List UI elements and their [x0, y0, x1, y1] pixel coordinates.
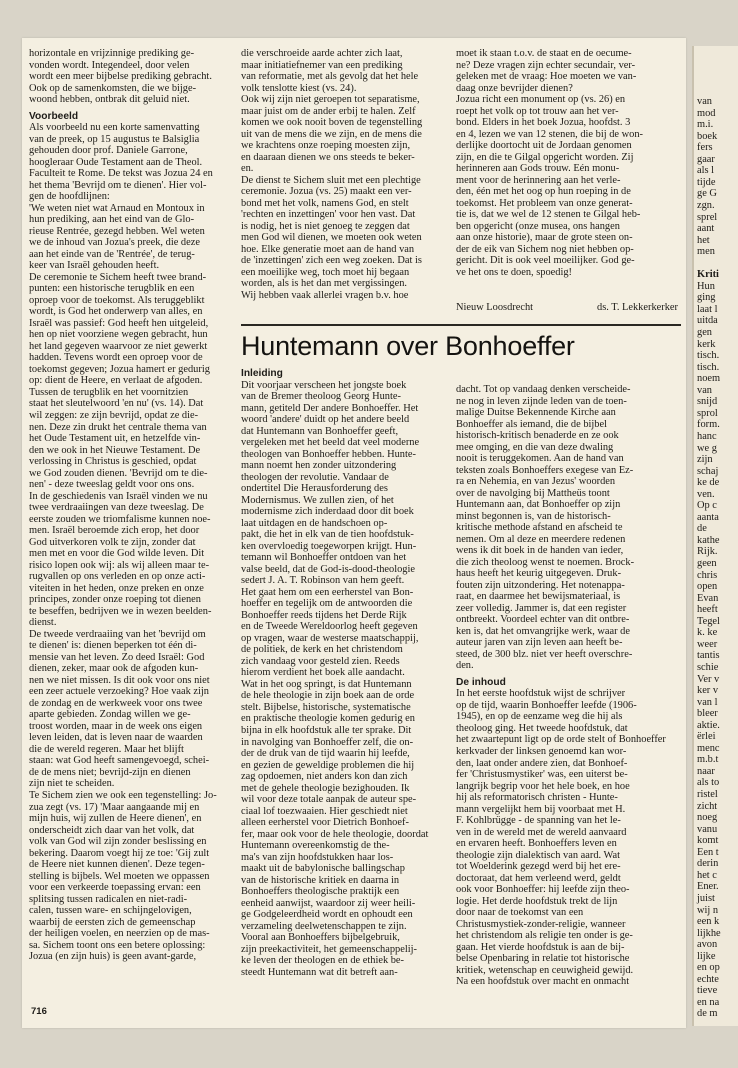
adjacent-page-fragment: men: [697, 246, 715, 258]
adjacent-page-fragment: Ener.: [697, 881, 719, 893]
column-3: [456, 48, 678, 278]
section-heading-inhoud: De inhoud: [456, 676, 506, 688]
adjacent-page-fragment: van l: [697, 696, 718, 708]
adjacent-page-fragment: Kriti: [697, 269, 719, 281]
adjacent-page-fragment: ven.: [697, 488, 715, 500]
adjacent-page-fragment: Ver v: [697, 673, 720, 685]
adjacent-page-fragment: laat l: [697, 303, 718, 315]
adjacent-page-fragment: Op c: [697, 500, 717, 512]
adjacent-page-fragment: noem: [697, 373, 721, 385]
adjacent-page-fragment: kathe: [697, 534, 720, 546]
adjacent-page-fragment: uitda: [697, 315, 718, 327]
page-number: 716: [31, 1006, 47, 1017]
adjacent-page-fragment: aktie.: [697, 719, 720, 731]
article-text-intro: horizontale en vrijzinnige prediking ge- vonden wordt. Integendeel, door velen wordt een meer bijbelse prediking gebracht. Ook op de samenkomsten, die we bijge- woond hebben, ontbrak dit geluid niet.: [29, 48, 212, 106]
adjacent-page-fragment: tisch.: [697, 350, 720, 362]
adjacent-page-fragment: de: [697, 523, 707, 535]
article2-column-left: [241, 368, 447, 978]
adjacent-page-fragment: als l: [697, 165, 715, 177]
adjacent-page-fragment: aanta: [697, 511, 719, 523]
adjacent-page-fragment: sprol: [697, 407, 718, 419]
adjacent-page-fragment: ke de: [697, 477, 720, 489]
adjacent-page-fragment: we g: [697, 442, 717, 454]
article-text-end: moet ik staan t.o.v. de staat en de oecume- ne? Deze vragen zijn echter secundair, ver- geleken met de vraag: Hoe moeten we van- daag onze bevrijder dienen? Jozua richt een monument op (vs. 26) en roept het volk op tot trouw aan het ver- bond. Elders in het boek Jozua, hoofdst. 3 en 4, lezen we van 12 stenen, die bij de won- derlijke doortocht uit de Jordaan genomen zijn, en die te Gilgal opgericht worden. Zij herinneren aan Gods trouw. Eén monu- ment voor de herinnering aan het verle- den, één met het oog op hun roeping in de toekomst. Het probleem van onze generat- tie is, dat we wel de 12 stenen te Gilgal heb- ben opgericht (onze musea, ons hangen aan onze historie), maar de grote steen on- der de eik van Sichem nog niet hebben op- gericht. Dit is ook veel moeilijker. God ge- ve het ons te doen, spoedig!: [456, 48, 643, 278]
adjacent-page-edge: [692, 46, 738, 1026]
adjacent-page-fragment: zgn.: [697, 199, 715, 211]
adjacent-page-fragment: derin: [697, 858, 719, 870]
adjacent-page-fragment: Hun: [697, 280, 715, 292]
adjacent-page-fragment: snijd: [697, 396, 718, 408]
adjacent-page-fragment: open: [697, 581, 718, 593]
article2-text-left: Dit voorjaar verscheen het jongste boek van de Bremer theoloog Georg Hunte- mann, getiteld Der andere Bonhoeffer. Het woord 'andere' duidt op het andere beeld dat Huntemann van Bonhoeffer geeft, vergeleken met het beeld dat veel moderne theologen van Bonhoeffer hebben. Hunte- mann noemt hen zonder uitzondering theologen der revolutie. Vandaar de ondertitel Die Herausforderung des Modernismus. We zullen zien, of het modernisme zich inderdaad door dit boek laat uitdagen en de handschoen op- pakt, die het in elk van de tien hoofdstuk- ken overvloedig toegeworpen krijgt. Hun- temann wil Bonhoeffer ontdoen van het valse beeld, dat de God-is-dood-theologie sedert J. A. T. Robinson van hem geeft. Het gaat hem om een eerherstel van Bon- hoeffer en tegelijk om de antwoorden die Bonhoeffer reeds tijdens het Derde Rijk en de Tweede Wereldoorlog heeft gegeven op vragen, waar de westerse maatschappij, de politiek, de kerk en het christendom zich vandaag voor gesteld zien. Reeds hierom verdient het boek alle aandacht. Wat in het oog springt, is dat Huntemann de hele theologie in zijn boek aan de orde stelt. Bijbelse, historische, systematische en praktische theologie komen gedurig en bijna in elk hoofdstuk alle ter sprake. Dit in navolging van Bonhoeffer zelf, die on- der de druk van de tijd waarin hij leefde, en gezien de geweldige problemen die hij zag opdoemen, niet anders kon dan zich met de gehele theologie bezighouden. Ik wil voor deze totale aanpak de auteur spe- ciaal lof toezwaaien. Hier geschiedt niet alleen eerherstel voor Dietrich Bonhoef- fer, maar ook voor de hele theologie, doordat Huntemann overeenkomstig de the- ma's van zijn hoofdstukken haar los- maakt uit de babylonische ballingschap van de historische kritiek en daarna in Bonhoeffers theologische praktijk een eenheid aanwijst, waardoor zij weer heili- ge Godgeleerdheid wordt en ophoudt een verzameling deelwetenschappen te zijn. Vooral aan Bonhoeffers bijbelgebruik, zijn preekactiviteit, het gemeenschappelij- ke leven der theologen en de ethiek be- steedt Huntemann wat dit betreft aan-: [241, 379, 429, 978]
adjacent-page-fragment: menc: [697, 742, 720, 754]
signature-line: [456, 302, 678, 314]
adjacent-page-fragment: wij n: [697, 904, 719, 916]
article2-text-right-b: In het eerste hoofdstuk wijst de schrijver op de tijd, waarin Bonhoeffer leefde (1906- 1945), en op de eenzame weg die hij als theoloog ging. Het tweede hoofdstuk, dat het zwaartepunt ligt op de orde stelt of Bonhoeffer kerkvader der linksen genoemd kan wor- den, laat onder andere zien, dat Bonhoef- fer 'Christusmystiker' was, een uiterst be- langrijk begrip voor het hele boek, en hoe hij als reformatorisch christen - Hunte- mann vergelijkt hem bij voorbaat met H. F. Kohlbrügge - de spanning van het le- ven in de wereld met de wereld aanvaard en ervaren heeft. Bonhoeffers leven en theologie zijn dialektisch van aard. Wat tot Woelderink gezegd werd bij het ere- doctoraat, dat hem verleend werd, geldt ook voor Bonhoeffer: hij leefde zijn theo- logie. Het derde hoofdstuk trekt de lijn door naar de toekomst van een Christusmystiek-zonder-religie, wanneer het christendom als religie ten onder is ge- gaan. Het vierde hoofdstuk is aan de bij- belse Openbaring in relatie tot historische kritiek, wetenschap en ceuwigheid gewijd. Na een hoofdstuk over macht en onmacht: [456, 688, 666, 988]
adjacent-page-fragment: Tegel: [697, 615, 720, 627]
adjacent-page-fragment: Rijk.: [697, 546, 718, 558]
adjacent-page-fragment: sprel: [697, 211, 718, 223]
adjacent-page-fragment: naar: [697, 765, 715, 777]
adjacent-page-fragment: zicht: [697, 800, 718, 812]
section-heading-inleiding: Inleiding: [241, 368, 283, 379]
adjacent-page-fragment: de m: [697, 1008, 718, 1020]
adjacent-page-fragment: ging: [697, 292, 716, 304]
adjacent-page-fragment: lijkhe: [697, 927, 721, 939]
adjacent-page-fragment: mod: [697, 107, 716, 119]
adjacent-page-fragment: echte: [697, 973, 719, 985]
adjacent-page-fragment: form.: [697, 419, 720, 431]
adjacent-page-fragment: van: [697, 96, 713, 107]
adjacent-page-fragment: tantis: [697, 650, 720, 662]
adjacent-page-fragment: zijn: [697, 454, 713, 466]
article-text-continued: die verschroeide aarde achter zich laat, maar initiatiefnemer van een prediking van reformatie, met als gevolg dat het hele volk tenslotte kiest (vs. 24). Ook wij zijn niet geroepen tot separatisme, maar juist om de ander erbij te halen. Zelf komen we ook nooit boven de tegenstelling uit van de mens die we zijn, en de mens die we krachtens onze roeping moesten zijn, en daaraan dienen we ons steeds te beker- en. De dienst te Sichem sluit met een plechtige ceremonie. Jozua (vs. 25) maakt een ver- bond met het volk, namens God, en stelt 'rechten en inzettingen' voor hen vast. Dat is nodig, het is niet genoeg te zeggen dat men God wil dienen, we moeten ook weten hoe. Elke generatie moet aan de hand van de 'inzettingen' zich een weg zoeken. Dat is een moeilijke weg, toch moet hij begaan worden, als is het dan met vergissingen. Wij hebben vaak allerlei vragen b.v. hoe: [241, 48, 423, 301]
adjacent-page-fragment: het c: [697, 869, 717, 881]
adjacent-page-fragment: m.b.t: [697, 754, 719, 766]
adjacent-page-fragment: chris: [697, 569, 718, 581]
adjacent-page-fragment: gaar: [697, 153, 715, 165]
adjacent-page-fragment: noeg: [697, 812, 718, 824]
article-divider: [241, 324, 681, 326]
adjacent-page-fragment: het: [697, 234, 710, 246]
adjacent-page-fragment: bleer: [697, 708, 718, 720]
adjacent-page-fragment: weer: [697, 638, 718, 650]
adjacent-page-fragment: als to: [697, 777, 720, 789]
adjacent-page-fragment: tijde: [697, 176, 716, 188]
adjacent-page-fragment: en op: [697, 962, 720, 974]
adjacent-page-fragment: vanu: [697, 823, 718, 835]
adjacent-page-fragment: kerk: [697, 338, 716, 350]
column-1: [29, 48, 232, 963]
adjacent-page-fragment: juist: [697, 892, 715, 904]
article-title: Huntemann over Bonhoeffer: [241, 331, 575, 361]
adjacent-page-fragment: geen: [697, 558, 717, 569]
adjacent-page-fragment: avon: [697, 939, 718, 951]
adjacent-page-fragment: van: [697, 384, 713, 396]
signature-place: Nieuw Loosdrecht: [456, 302, 534, 313]
adjacent-page-fragment: tieve: [697, 985, 718, 997]
adjacent-page-fragment: heeft: [697, 604, 718, 616]
adjacent-page-fragment: Evan: [697, 592, 719, 604]
adjacent-page-fragment: k. ke: [697, 627, 718, 639]
signature-author: ds. T. Lekkerkerker: [597, 302, 678, 313]
adjacent-page-fragment: hanc: [697, 430, 717, 442]
adjacent-page-fragment: ërlei: [697, 731, 716, 743]
adjacent-page-fragment: Een t: [697, 846, 719, 858]
adjacent-page-fragment: m.i.: [697, 119, 714, 131]
adjacent-page-fragment: ge G: [697, 188, 717, 200]
article2-column-right: [456, 368, 678, 988]
magazine-page: [22, 38, 686, 1028]
adjacent-page-fragment: gen: [697, 327, 713, 338]
adjacent-page-fragment: komt: [697, 835, 719, 847]
adjacent-page-fragment: ristel: [697, 789, 718, 800]
adjacent-page-fragment: en na: [697, 996, 720, 1008]
article-text-body: Als voorbeeld nu een korte samenvatting van de preek, op 15 augustus te Balsiglia gehouden door prof. Daniele Garrone, hoogleraar Oude Testament aan de Theol. Faculteit te Rome. De tekst was Jozua 24 en het thema 'Bevrijd om te dienen'. Hier vol- gen de hoofdlijnen: 'We weten niet wat Arnaud en Montoux in hun prediking, aan het eind van de Glo- rieuse Rentrée, gezegd hebben. Wel weten we de inhoud van Jozua's preek, die deze aan het einde van de 'Rentrée', de terug- keer van Israël gehouden heeft. De ceremonie te Sichem heeft twee brand- punten: een historische terugblik en een oproep voor de toekomst. Als teruggeblikt wordt, is God het onderwerp van alles, en Israël was passief: God heeft hen uitgeleid, hen op niet voorziene wegen gebracht, hun het land gegeven waarvoor ze niet gewerkt hadden. Tevens wordt een oproep voor de toekomst gegeven; Jozua hamert er gedurig op: dient de Heere, en verlaat de afgoden. Tussen de terugblik en het voornitzien staat het sleutelwoord 'en nu' (vs. 14). Dat wil zeggen: ze zijn bevrijd, opdat ze die- nen. Deze zin drukt het centrale thema van het Oude Testament uit, en hetzelfde vin- den we ook in het Nieuwe Testament. De verlossing in Christus is geschied, opdat we God zouden dienen. 'Bevrijd om te die- nen' - deze tweeslag geldt voor ons ons. In de geschiedenis van Israël vinden we nu twee verdraaiingen van deze tweeslag. De eerste zouden we triomfalisme kunnen noe- men. Israël beroemde zich erop, het door God uitverkoren volk te zijn, zonder dat men met en voor die God wilde leven. Dit risico lopen ook wij: als wij alleen maar te- rugvallen op ons verleden en op onze acti- viteiten in het heden, onze preken en onze principes, zonder onze roeping tot dienen te beseffen, bedrijven we in wezen beelden- dienst. De tweede verdraaiing van het 'bevrijd om te dienen' is: dienen beperken tot één di- mensie van het leven. Zo deed Israël: God dienen, zeker, maar ook de afgoden kun- nen we niet missen. Is dit ook voor ons niet een zeer actuele verzoeking? Hoe vaak zijn de zondag en de werkweek voor ons twee aparte gebieden. Zondag willen we ge- troost worden, maar in de week ons eigen leven leiden, dat is leven naar de waarden die de wereld regeren. Maar het blijft staan: wat God heeft samengevoegd, schei- de de mens niet; bevrijd-zijn en dienen zijn niet te scheiden. Te Sichem zien we ook een tegenstelling: Jo- zua zegt (vs. 17) 'Maar aangaande mij en mijn huis, wij zullen de Heere dienen', en onderscheidt zich daar van het volk, dat volk van God wil zijn zonder beslissing en bekering. Daarom voegt hij ze toe: 'Gij zult de Heere niet kunnen dienen'. Deze tegen- stelling is bijbels. Wel moeten we oppassen voor een verkeerde toepassing ervan: een splitsing tussen radicalen en niet-radi- calen, tussen ware- en schijngelovigen, waarbij de eersten zich de gemeenschap der heiligen voelen, en neerzien op de mas- sa. Sichem toont ons een betere oplossing: Jozua (en zijn huis) is geen avant-garde,: [29, 122, 217, 963]
column-2: [241, 48, 447, 301]
article2-text-right-a: dacht. Tot op vandaag denken verscheide- ne nog in leven zijnde leden van de toen- malige Duitse Bekennende Kirche aan Bonhoeffer als iemand, die de bijbel historisch-kritisch benaderde en ze ook mee omging, en die van deze dwaling nooit is teruggekomen. Aan de hand van teksten zoals Bonhoeffers exegese van Ez- ra en Nehemia, en van Jezus' woorden over de navolging bij Mattheüs toont Huntemann aan, dat Bonhoeffer op zijn minst begonnen is, van de historisch- kritische methode afstand en afscheid te nemen. Om al deze en meerdere redenen wens ik dit boek in de handen van ieder, die zich theoloog wenst te noemen. Brock- haus heeft het keurig uitgegeven. Druk- fouten zijn uitzondering. Het notenappa- raat, en daarmee het bewijsmateriaal, is zeer volledig. Jammer is, dat een register ontbreekt. Voordeel echter van dit ontbre- ken is, dat het omvangrijke werk, waar de auteur jaren van zijn leven aan heeft be- steed, de 300 blz. niet ver heeft overschre- den.: [456, 384, 635, 672]
adjacent-page-fragment: tisch.: [697, 361, 720, 373]
adjacent-page-fragment: schaj: [697, 465, 719, 477]
adjacent-page-fragment: ker v: [697, 685, 719, 697]
adjacent-page-fragment: schie: [697, 661, 719, 673]
adjacent-page-fragment: aant: [697, 223, 715, 235]
adjacent-page-fragment: fers: [697, 142, 713, 154]
adjacent-page-fragment: boek: [697, 130, 718, 142]
adjacent-page-fragment: lijke: [697, 950, 716, 962]
section-heading-voorbeeld: Voorbeeld: [29, 110, 79, 122]
adjacent-page-fragment: een k: [697, 916, 720, 928]
